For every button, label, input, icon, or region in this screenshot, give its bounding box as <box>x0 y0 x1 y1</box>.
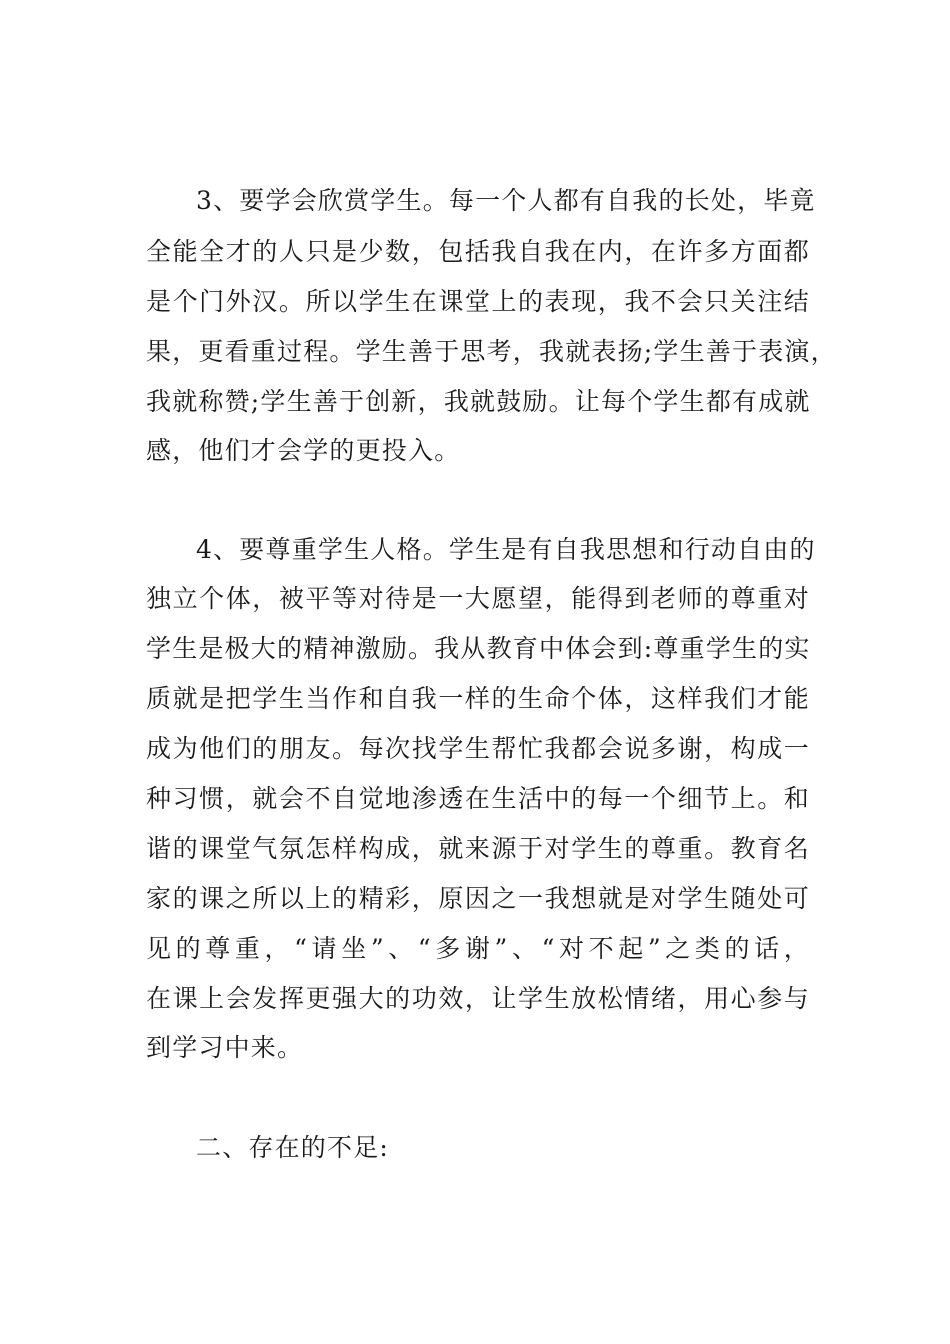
section-heading: 二、存在的不足: <box>196 1133 390 1162</box>
paragraph-4-line-3: 学生是极大的精神激励。我从教育中体会到:尊重学生的实 <box>146 634 811 663</box>
paragraph-3-line-4: 果，更看重过程。学生善于思考，我就表扬;学生善于表演， <box>146 337 837 366</box>
paragraph-4-line-11: 到学习中来。 <box>146 1033 304 1062</box>
paragraph-4-line-2: 独立个体，被平等对待是一大愿望，能得到老师的尊重对 <box>146 584 810 613</box>
paragraph-4-line-10: 在课上会发挥更强大的功效，让学生放松情绪，用心参与 <box>146 984 810 1013</box>
paragraph-4-line-5: 成为他们的朋友。每次找学生帮忙我都会说多谢，构成一 <box>146 734 810 763</box>
paragraph-3-line-3: 是个门外汉。所以学生在课堂上的表现，我不会只关注结 <box>146 287 810 316</box>
paragraph-4-line-7: 谐的课堂气氛怎样构成，就来源于对学生的尊重。教育名 <box>146 834 810 863</box>
paragraph-3-line-2: 全能全才的人只是少数，包括我自我在内，在许多方面都 <box>146 237 810 266</box>
paragraph-4-line-1: 4、要尊重学生人格。学生是有自我思想和行动自由的 <box>196 535 816 564</box>
paragraph-3-line-5: 我就称赞;学生善于创新，我就鼓励。让每个学生都有成就 <box>146 387 811 416</box>
paragraph-4-line-8: 家的课之所以上的精彩，原因之一我想就是对学生随处可 <box>146 884 810 913</box>
paragraph-4-line-9: 见的尊重，“请坐”、“多谢”、“对不起”之类的话， <box>146 934 810 963</box>
paragraph-3-line-1: 3、要学会欣赏学生。每一个人都有自我的长处，毕竟 <box>196 186 816 215</box>
paragraph-4-line-6: 种习惯，就会不自觉地渗透在生活中的每一个细节上。和 <box>146 784 810 813</box>
paragraph-4-line-4: 质就是把学生当作和自我一样的生命个体，这样我们才能 <box>146 684 810 713</box>
paragraph-3-line-6: 感，他们才会学的更投入。 <box>146 436 461 465</box>
